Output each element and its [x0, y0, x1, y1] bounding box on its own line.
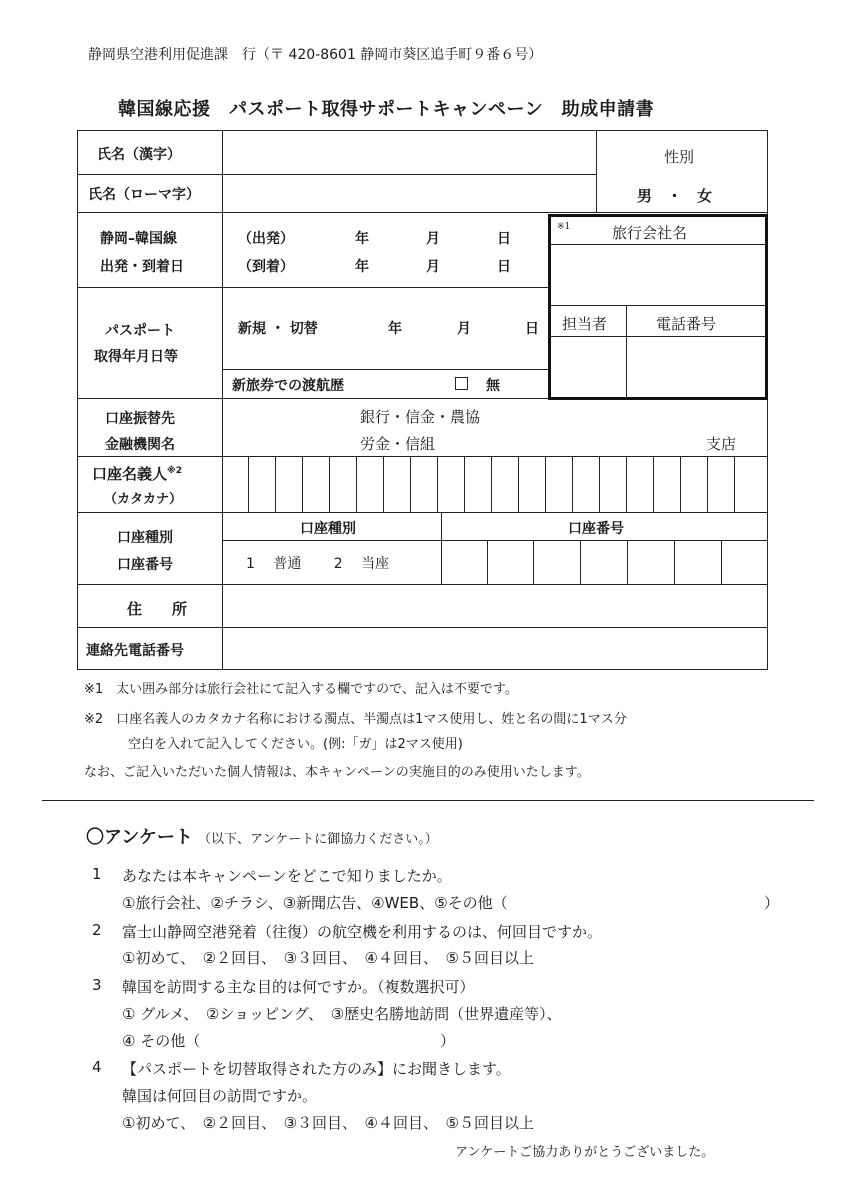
q3-options-2: ④ その他（ — [122, 1032, 201, 1050]
label-acct-number: 口座番号 — [117, 557, 173, 573]
q2-options: ①初めて、 ②２回目、 ③３回目、 ④４回目、 ⑤５回目以上 — [122, 949, 534, 967]
q3-number: 3 — [92, 976, 102, 994]
pp-month: 月 — [457, 321, 471, 337]
label-bank: 口座振替先 — [105, 411, 175, 427]
dep-day: 日 — [497, 231, 511, 247]
label-agency-person: 担当者 — [562, 315, 608, 333]
acct-number-header: 口座番号 — [568, 521, 624, 537]
label-name-kanji: 氏名（漢字） — [97, 147, 181, 163]
label-bank-institution: 金融機関名 — [105, 437, 175, 453]
q4-text: 【パスポートを切替取得された方のみ】にお聞きします。 — [122, 1060, 511, 1078]
label-name-roman: 氏名（ローマ字） — [88, 187, 200, 203]
q2-text: 富士山静岡空港発着（往復）の航空機を利用するのは、何回目ですか。 — [122, 923, 603, 941]
departure-label: （出発） — [238, 231, 294, 247]
label-address: 住 所 — [127, 600, 188, 618]
q1-close-paren: ） — [764, 894, 780, 912]
q1-options: ①旅行会社、②チラシ、③新聞広告、④WEB、⑤その他（ — [122, 894, 508, 912]
label-route-dates: 出発・到着日 — [100, 259, 184, 275]
label-phone: 連絡先電話番号 — [86, 643, 184, 659]
note-1: ※1 太い囲み部分は旅行会社にて記入する欄ですので、記入は不要です。 — [84, 682, 518, 697]
holder-label-text: 口座名義人 — [92, 465, 168, 483]
label-travel-history: 新旅券での渡航歴 — [232, 378, 344, 394]
bank-types-1: 銀行・信金・農協 — [360, 408, 481, 426]
q3-close-paren: ） — [440, 1032, 456, 1050]
section-divider — [42, 800, 814, 801]
label-route: 静岡–韓国線 — [100, 231, 177, 247]
label-agency-name: 旅行会社名 — [612, 224, 688, 242]
arr-day: 日 — [497, 259, 511, 275]
q1-number: 1 — [92, 865, 102, 883]
label-katakana: （カタカナ） — [104, 492, 183, 507]
arr-year: 年 — [355, 259, 369, 275]
survey-thanks: アンケートご協力ありがとうございました。 — [455, 1145, 715, 1160]
form-frame — [77, 130, 768, 670]
label-gender: 性別 — [664, 148, 695, 166]
gender-options: 男 ・ 女 — [637, 187, 713, 205]
q4-number: 4 — [92, 1058, 102, 1076]
arrival-label: （到着） — [238, 259, 294, 275]
note-2b: 空白を入れて記入してください。(例:「ガ」は2マス使用) — [128, 737, 463, 752]
none-label: 無 — [486, 378, 500, 394]
branch-label: 支店 — [706, 435, 737, 453]
sender-address: 静岡県空港利用促進課 行（〒 420-8601 静岡市葵区追手町９番６号） — [88, 47, 543, 63]
survey-heading: 〇アンケート — [86, 827, 193, 848]
bank-types-2: 労金・信組 — [360, 435, 436, 453]
agency-note-mark: ※1 — [557, 222, 571, 232]
label-acct-type: 口座種別 — [117, 530, 173, 546]
q2-number: 2 — [92, 921, 102, 939]
q4-options: ①初めて、 ②２回目、 ③３回目、 ④４回目、 ⑤５回目以上 — [122, 1114, 534, 1132]
q4-text-2: 韓国は何回目の訪問ですか。 — [122, 1087, 318, 1105]
privacy-note: なお、ご記入いただいた個人情報は、本キャンペーンの実施目的のみ使用いたします。 — [84, 765, 590, 780]
dep-month: 月 — [426, 231, 440, 247]
label-agency-phone: 電話番号 — [656, 315, 717, 333]
label-account-holder — [92, 463, 182, 484]
label-passport-date: 取得年月日等 — [94, 349, 178, 365]
q3-text: 韓国を訪問する主な目的は何ですか。（複数選択可） — [122, 978, 475, 996]
pp-year: 年 — [388, 321, 402, 337]
pp-day: 日 — [525, 321, 539, 337]
page-title: 韓国線応援 パスポート取得サポートキャンペーン 助成申請書 — [118, 99, 655, 120]
dep-year: 年 — [355, 231, 369, 247]
label-passport: パスポート — [105, 323, 175, 339]
no-history-checkbox[interactable] — [455, 377, 468, 390]
q1-text: あなたは本キャンペーンをどこで知りましたか。 — [122, 867, 452, 885]
survey-heading-row — [86, 823, 438, 849]
survey-subheading: （以下、アンケートに御協力ください。） — [198, 832, 438, 847]
note-2a: ※2 口座名義人のカタカナ名称における濁点、半濁点は1マス使用し、姓と名の間に1マス分 — [84, 712, 627, 727]
holder-note-mark: ※2 — [167, 466, 183, 476]
acct-type-header: 口座種別 — [300, 521, 356, 537]
q3-options-1: ① グルメ、 ②ショッピング、 ③歴史名勝地訪問（世界遺産等）、 — [122, 1005, 562, 1023]
passport-type-options: 新規 ・ 切替 — [238, 321, 318, 337]
arr-month: 月 — [426, 259, 440, 275]
acct-type-options: 1 普通 2 当座 — [246, 556, 390, 572]
